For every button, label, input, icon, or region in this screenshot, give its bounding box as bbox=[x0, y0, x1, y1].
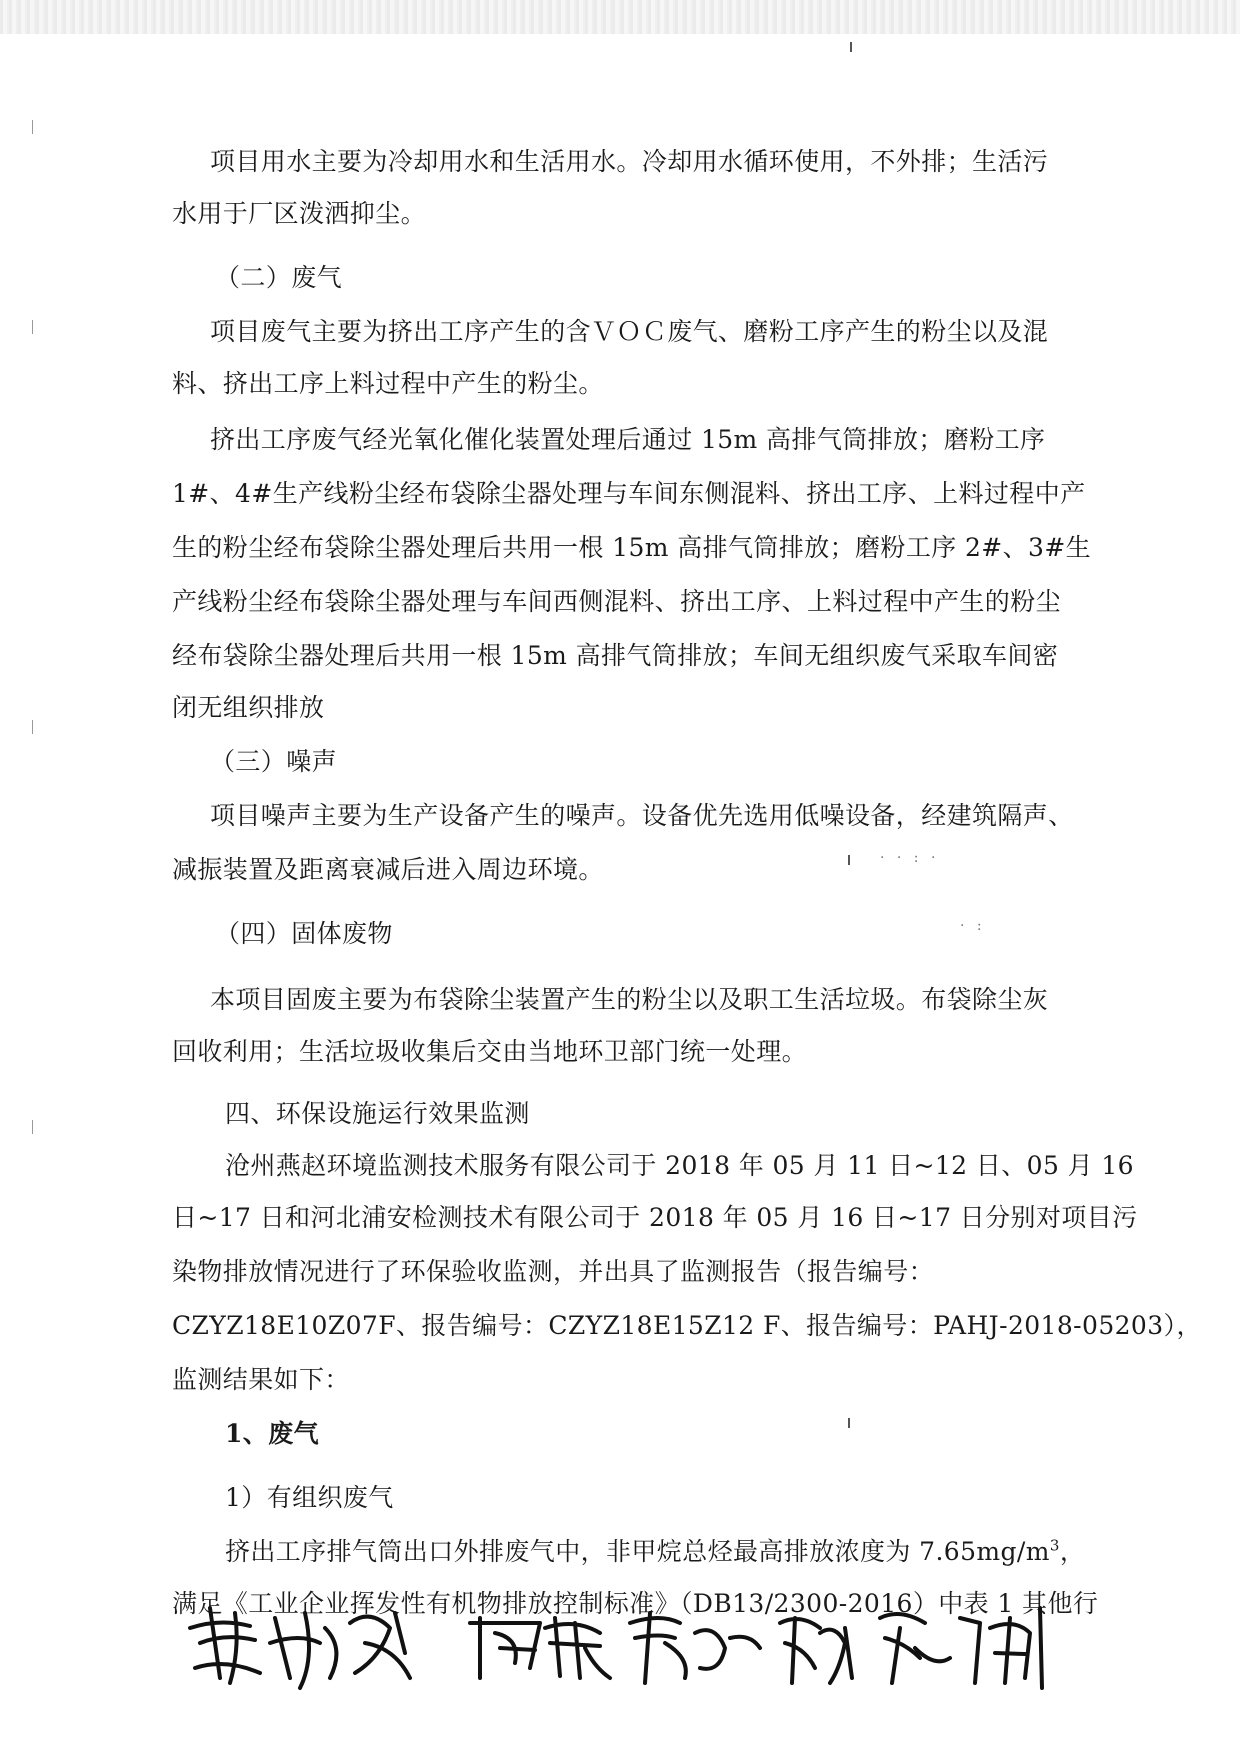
noise-line-1: 项目噪声主要为生产设备产生的噪声。设备优先选用低噪设备，经建筑隔声、 bbox=[210, 801, 1074, 830]
results-line-1-text: 挤出工序排气筒出口外排废气中，非甲烷总烃最高排放浓度为 7.65mg/m bbox=[225, 1537, 1050, 1566]
results-line-1 bbox=[225, 1532, 1085, 1568]
handwritten-signatures bbox=[180, 1588, 1060, 1698]
solid-heading: （四）固体废物 bbox=[215, 919, 393, 948]
exhaust-p2-line-6: 闭无组织排放 bbox=[172, 693, 325, 722]
monitoring-line-2: 日~17 日和河北浦安检测技术有限公司于 2018 年 05 月 16 日~17 日分别对项目污 bbox=[172, 1203, 1138, 1232]
noise-heading: （三）噪声 bbox=[210, 747, 338, 776]
scan-mark bbox=[32, 120, 33, 134]
results-line-1-sup: 3 bbox=[1049, 1536, 1060, 1555]
solid-line-2: 回收利用；生活垃圾收集后交由当地环卫部门统一处理。 bbox=[172, 1037, 808, 1066]
exhaust-p2-line-5: 经布袋除尘器处理后共用一根 15m 高排气筒排放；车间无组织废气采取车间密 bbox=[172, 641, 1059, 670]
exhaust-p1-line-1: 项目废气主要为挤出工序产生的含ＶＯＣ废气、磨粉工序产生的粉尘以及混 bbox=[210, 317, 1049, 346]
exhaust-p2-line-2: 1#、4#生产线粉尘经布袋除尘器处理与车间东侧混料、挤出工序、上料过程中产 bbox=[172, 479, 1086, 508]
exhaust-p2-line-1: 挤出工序废气经光氧化催化装置处理后通过 15m 高排气筒排放；磨粉工序 bbox=[210, 425, 1046, 454]
scan-mark bbox=[32, 320, 33, 334]
scan-mark bbox=[848, 855, 850, 865]
solid-line-1: 本项目固废主要为布袋除尘装置产生的粉尘以及职工生活垃圾。布袋除尘灰 bbox=[210, 985, 1049, 1014]
monitoring-heading: 四、环保设施运行效果监测 bbox=[225, 1099, 530, 1128]
monitoring-line-1: 沧州燕赵环境监测技术服务有限公司于 2018 年 05 月 11 日~12 日、05 月 16 bbox=[225, 1151, 1134, 1180]
noise-line-2: 减振装置及距离衰减后进入周边环境。 bbox=[172, 855, 604, 884]
scan-mark bbox=[850, 42, 852, 52]
monitoring-line-5: 监测结果如下： bbox=[172, 1365, 350, 1394]
monitoring-line-4: CZYZ18E10Z07F、报告编号：CZYZ18E15Z12 F、报告编号：PAHJ-2018-05203）， bbox=[172, 1311, 1202, 1340]
signature-3 bbox=[630, 1613, 760, 1683]
exhaust-p2-line-4: 产线粉尘经布袋除尘器处理与车间西侧混料、挤出工序、上料过程中产生的粉尘 bbox=[172, 587, 1062, 616]
exhaust-p2-line-3: 生的粉尘经布袋除尘器处理后共用一根 15m 高排气筒排放；磨粉工序 2#、3#生 bbox=[172, 533, 1092, 562]
scan-speckle: · · : · bbox=[880, 850, 940, 866]
signature-5 bbox=[880, 1608, 1042, 1688]
water-line-1: 项目用水主要为冷却用水和生活用水。冷却用水循环使用，不外排；生活污 bbox=[210, 147, 1049, 176]
results-line-1-end: ， bbox=[1059, 1537, 1086, 1566]
scan-mark bbox=[32, 1120, 33, 1134]
signature-4 bbox=[780, 1618, 852, 1683]
results-heading-1: 1、废气 bbox=[225, 1419, 319, 1448]
signature-2 bbox=[470, 1618, 610, 1678]
scan-speckle: · : bbox=[960, 918, 986, 934]
exhaust-heading: （二）废气 bbox=[215, 263, 343, 292]
results-heading-2: 1）有组织废气 bbox=[225, 1483, 394, 1512]
results-line-2: 满足《工业企业挥发性有机物排放控制标准》（DB13/2300-2016）中表 1 其他行 bbox=[172, 1589, 1099, 1618]
signature-1 bbox=[190, 1608, 410, 1688]
scan-mark bbox=[848, 1418, 850, 1428]
scan-mark bbox=[32, 720, 33, 734]
exhaust-p1-line-2: 料、挤出工序上料过程中产生的粉尘。 bbox=[172, 369, 604, 398]
monitoring-line-3: 染物排放情况进行了环保验收监测，并出具了监测报告（报告编号： bbox=[172, 1257, 935, 1286]
water-line-2: 水用于厂区泼洒抑尘。 bbox=[172, 199, 427, 228]
